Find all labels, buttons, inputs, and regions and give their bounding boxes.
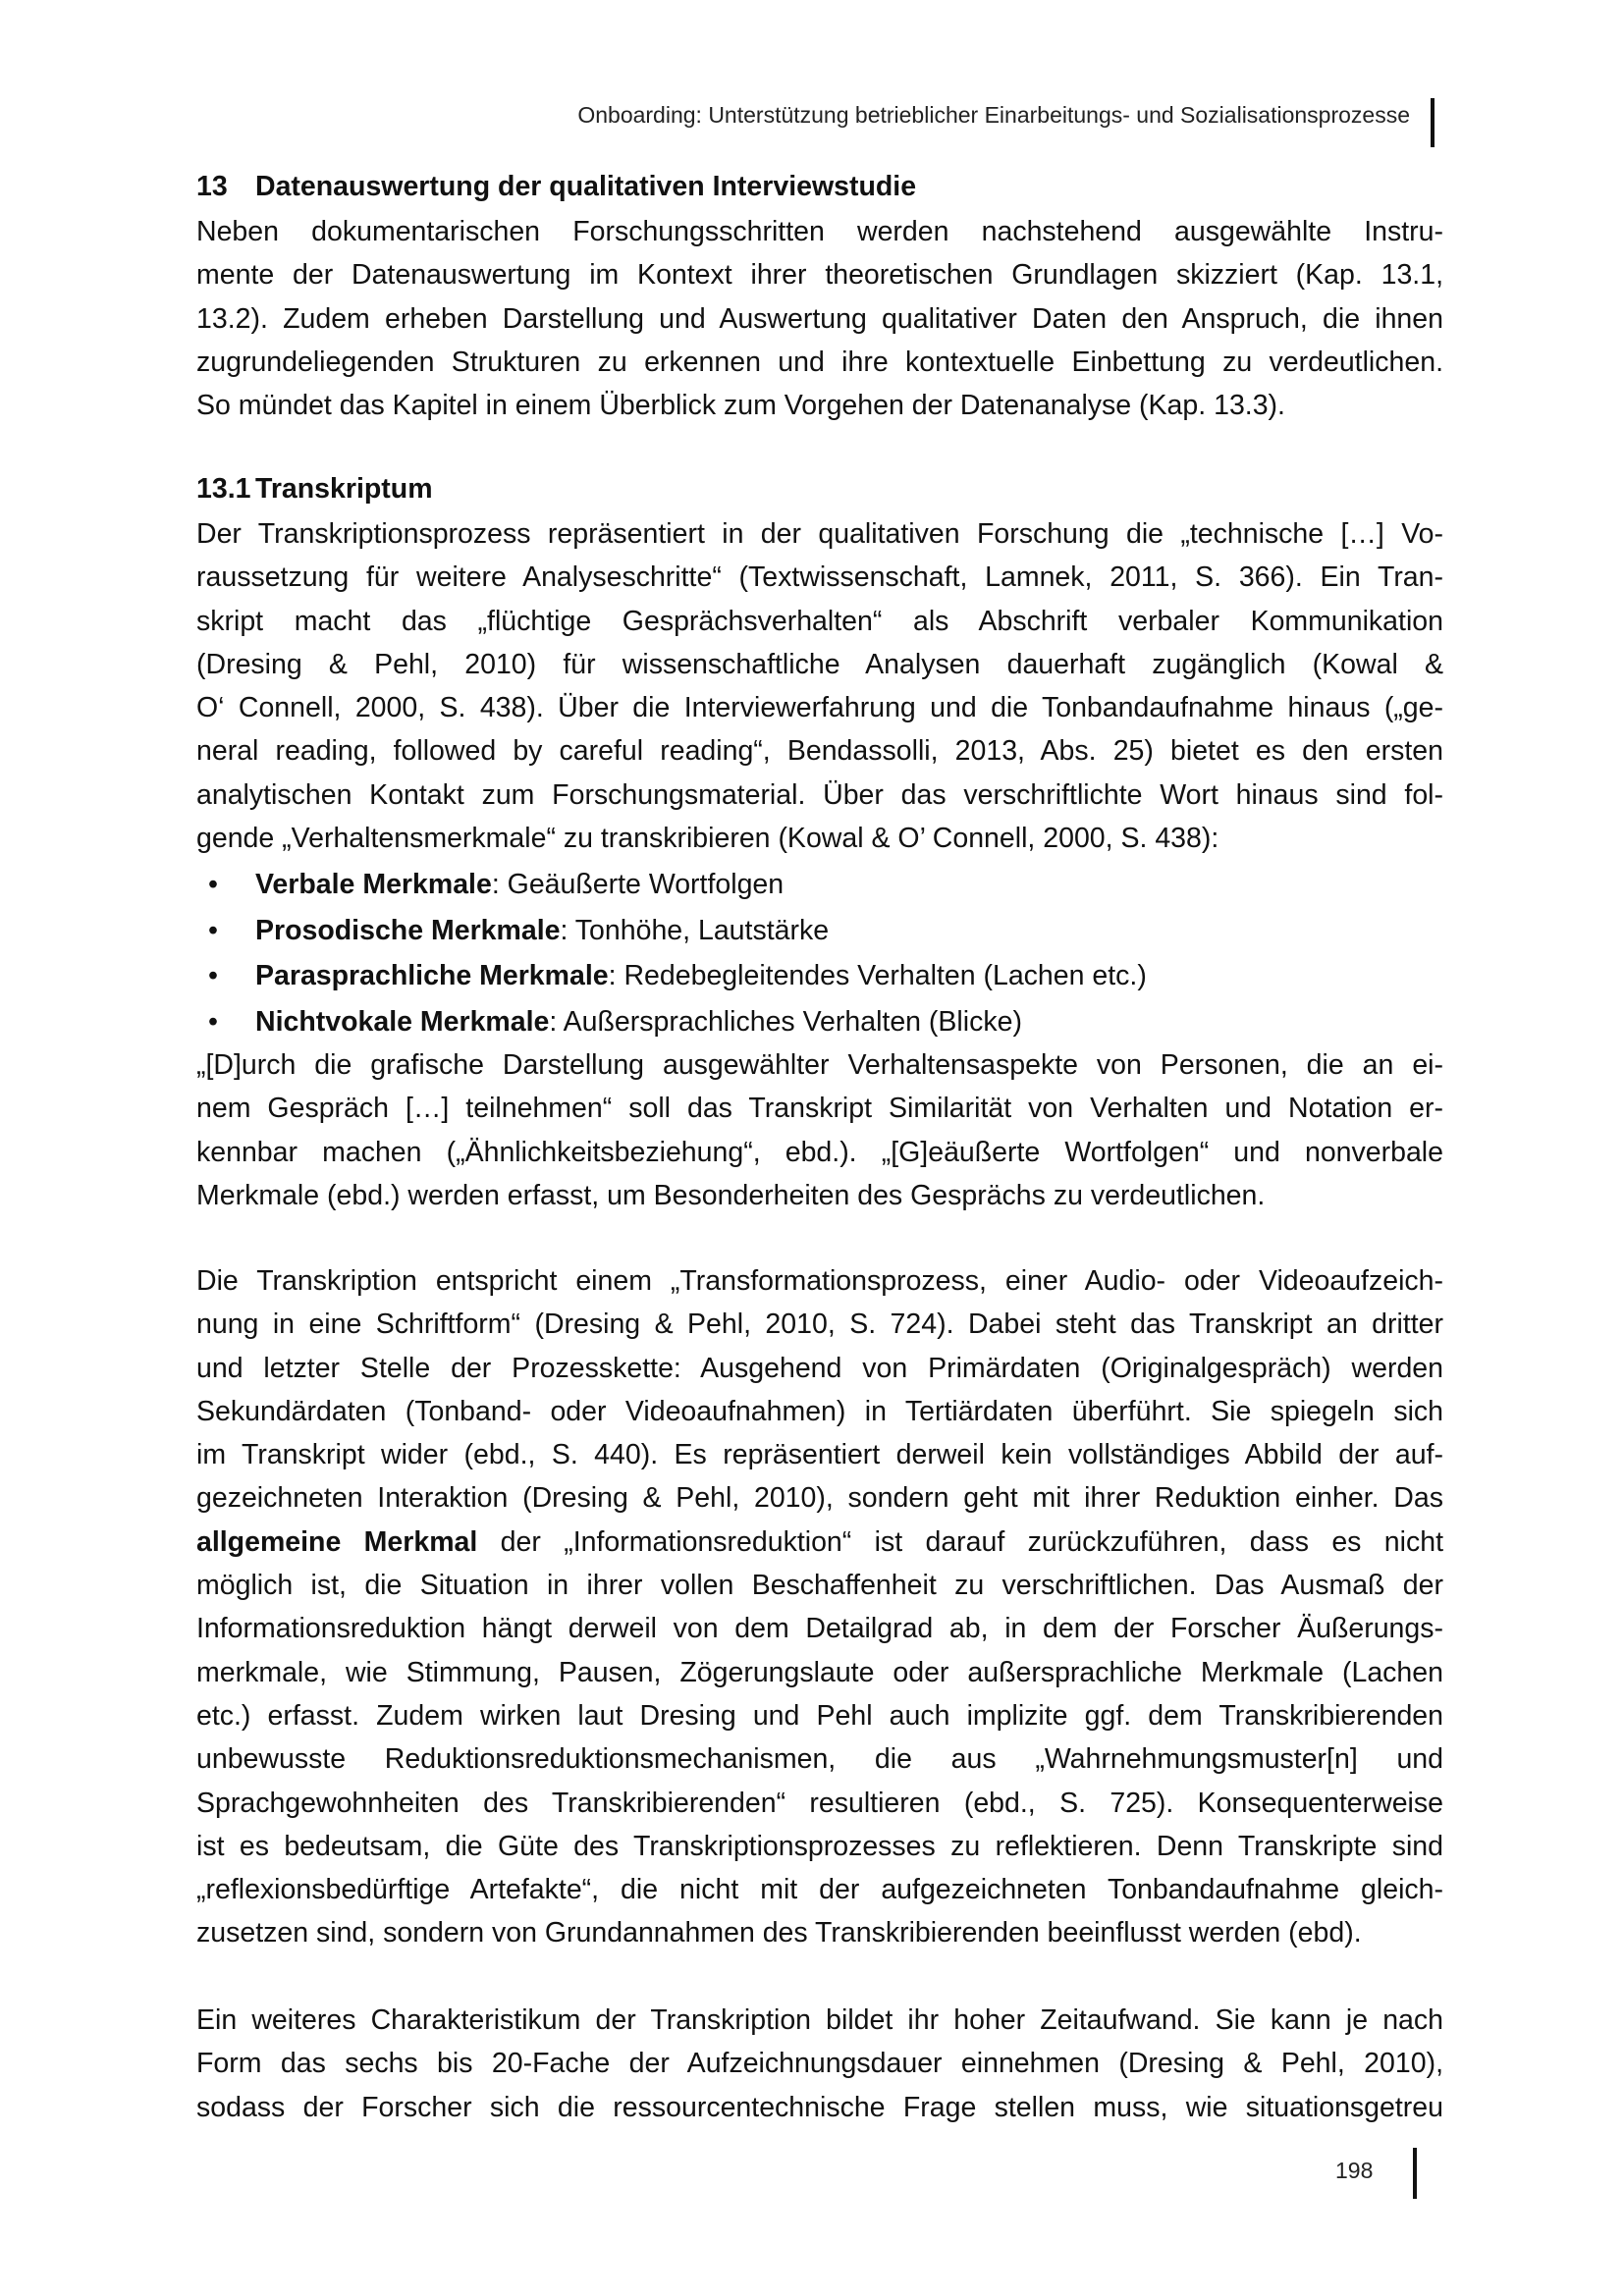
- line-text: zusetzen sind, sondern von Grundannahmen des Transkribierenden beeinflusst werden (ebd).: [196, 1917, 1362, 1949]
- line-text: So mündet das Kapitel in einem Überblick zum Vorgehen der Datenanalyse (Kap. 13.3).: [196, 390, 1285, 422]
- text-line: [196, 1564, 1443, 1607]
- bullet-description: : Tonhöhe, Lautstärke: [560, 914, 830, 946]
- text-line: [196, 1521, 1443, 1564]
- line-text: der „Informationsreduktion“ ist darauf zurückzuführen, dass es nicht: [477, 1525, 1443, 1558]
- text-line: [196, 1347, 1443, 1390]
- text-line: [196, 341, 1443, 384]
- bullet-term: Nichtvokale Merkmale: [255, 1005, 550, 1038]
- line-text: und letzter Stelle der Prozesskette: Ausgehend von Primärdaten (Originalgespräch) werden: [196, 1352, 1443, 1384]
- bullet-item: [196, 953, 1443, 999]
- line-text: mente der Datenauswertung im Kontext ihrer theoretischen Grundlagen skizziert (Kap. 13.1,: [196, 259, 1443, 292]
- text-line: [196, 1607, 1443, 1650]
- header-rule: [1431, 98, 1435, 147]
- text-line: [196, 1999, 1443, 2042]
- line-text: neral reading, followed by careful reading“, Bendassolli, 2013, Abs. 25) bietet es den ersten: [196, 735, 1443, 768]
- line-text: ist es bedeutsam, die Güte des Transkriptionsprozesses zu reflektieren. Denn Transkripte sind: [196, 1830, 1443, 1862]
- text-line: [196, 1694, 1443, 1737]
- line-text: „reflexionsbedürftige Artefakte“, die nicht mit der aufgezeichneten Tonbandaufnahme gleich-: [196, 1874, 1443, 1906]
- bullet-item: [196, 862, 1443, 908]
- line-text: 13.2). Zudem erheben Darstellung und Auswertung qualitativer Daten den Anspruch, die ihnen: [196, 302, 1443, 335]
- text-line: [196, 1825, 1443, 1868]
- line-text: zugrundeliegenden Strukturen zu erkennen und ihre kontextuelle Einbettung zu verdeutlichen.: [196, 346, 1443, 378]
- text-line: [196, 1737, 1443, 1781]
- line-text: etc.) erfasst. Zudem wirken laut Dresing und Pehl auch implizite ggf. dem Transkribierenden: [196, 1699, 1443, 1732]
- running-header: Onboarding: Unterstützung betrieblicher Einarbeitungs- und Sozialisationsprozesse: [577, 102, 1410, 128]
- line-text: Sekundärdaten (Tonband- oder Videoaufnahmen) in Tertiärdaten überführt. Sie spiegeln sich: [196, 1395, 1443, 1427]
- bullet-item: [196, 908, 1443, 954]
- text-line: [196, 512, 1443, 556]
- text-line: [196, 210, 1443, 253]
- line-text: Sprachgewohnheiten des Transkribierenden“ resultieren (ebd., S. 725). Konsequenterweise: [196, 1787, 1443, 1819]
- text-line: [196, 643, 1443, 686]
- text-line: [196, 1782, 1443, 1825]
- text-line: [196, 253, 1443, 296]
- bullet-description: : Geäußerte Wortfolgen: [491, 869, 785, 900]
- bold-term: allgemeine Merkmal: [196, 1525, 478, 1558]
- line-text: skript macht das „flüchtige Gesprächsverhalten“ als Abschrift verbaler Kommunikation: [196, 605, 1443, 637]
- text-line: [196, 686, 1443, 729]
- line-text: analytischen Kontakt zum Forschungsmaterial. Über das verschriftlichte Wort hinaus sind fol-: [196, 778, 1443, 811]
- line-text: nung in eine Schriftform“ (Dresing & Pehl, 2010, S. 724). Dabei steht das Transkript an dritter: [196, 1308, 1443, 1341]
- text-line: [196, 1043, 1443, 1087]
- text-line: [196, 1868, 1443, 1911]
- line-text: unbewusste Reduktionsreduktionsmechanismen, die aus „Wahrnehmungsmuster[n] und: [196, 1743, 1443, 1776]
- line-text: Der Transkriptionsprozess repräsentiert in der qualitativen Forschung die „technische […] Vo-: [196, 518, 1443, 550]
- chapter-intro-paragraph: [196, 210, 1443, 427]
- text-line: [196, 1476, 1443, 1520]
- section-heading: [196, 467, 1443, 510]
- line-text: Die Transkription entspricht einem „Transformationsprozess, einer Audio- oder Videoaufzeich-: [196, 1265, 1443, 1297]
- bullet-icon: •: [208, 869, 218, 900]
- chapter-title: Datenauswertung der qualitativen Interviewstudie: [255, 171, 917, 202]
- text-line: [196, 1131, 1443, 1174]
- line-text: „[D]urch die grafische Darstellung ausgewählter Verhaltensaspekte von Personen, die an ei-: [196, 1049, 1443, 1081]
- bullet-description: : Redebegleitendes Verhalten (Lachen etc.): [608, 960, 1147, 991]
- text-line: [196, 817, 1443, 860]
- bullet-icon: •: [208, 1005, 218, 1038]
- line-text: Informationsreduktion hängt derweil von dem Detailgrad ab, in dem der Forscher Äußerungs-: [196, 1613, 1443, 1645]
- text-line: [196, 774, 1443, 817]
- transcript-paragraph-1: [196, 512, 1443, 860]
- bullet-icon: •: [208, 960, 218, 991]
- text-line: [196, 600, 1443, 643]
- text-line: [196, 1259, 1443, 1303]
- section-number: 13.1: [196, 473, 251, 505]
- chapter-number: 13: [196, 171, 228, 202]
- text-line: [196, 2086, 1443, 2129]
- text-line: [196, 2042, 1443, 2085]
- feature-bullet-list: [196, 862, 1443, 1044]
- chapter-heading: [196, 165, 1443, 208]
- line-text: (Dresing & Pehl, 2010) für wissenschaftliche Analysen dauerhaft zugänglich (Kowal &: [196, 648, 1443, 680]
- line-text: im Transkript wider (ebd., S. 440). Es repräsentiert derweil kein vollständiges Abbild der auf-: [196, 1439, 1443, 1471]
- bullet-description: : Außersprachliches Verhalten (Blicke): [549, 1005, 1022, 1038]
- text-line: [196, 1087, 1443, 1130]
- line-text: nem Gespräch […] teilnehmen“ soll das Transkript Similarität von Verhalten und Notation er-: [196, 1093, 1443, 1125]
- text-line: [196, 297, 1443, 341]
- line-text: raussetzung für weitere Analyseschritte“ (Textwissenschaft, Lamnek, 2011, S. 366). Ein Tran-: [196, 561, 1443, 594]
- footer-rule: [1413, 2148, 1417, 2199]
- section-title: Transkriptum: [255, 473, 433, 505]
- transcript-paragraph-2: [196, 1043, 1443, 1217]
- line-text: gende „Verhaltensmerkmale“ zu transkribieren (Kowal & O’ Connell, 2000, S. 438):: [196, 823, 1219, 855]
- line-text: Ein weiteres Charakteristikum der Transkription bildet ihr hoher Zeitaufwand. Sie kann je nach: [196, 2004, 1443, 2036]
- line-text: sodass der Forscher sich die ressourcentechnische Frage stellen muss, wie situationsgetreu: [196, 2091, 1443, 2123]
- text-line: [196, 384, 1443, 427]
- line-text: kennbar machen („Ähnlichkeitsbeziehung“, ebd.). „[G]eäußerte Wortfolgen“ und nonverbale: [196, 1136, 1443, 1168]
- text-line: [196, 556, 1443, 599]
- line-text: merkmale, wie Stimmung, Pausen, Zögerungslaute oder außersprachliche Merkmale (Lachen: [196, 1656, 1443, 1688]
- line-text: O‘ Connell, 2000, S. 438). Über die Interviewerfahrung und die Tonbandaufnahme hinaus („ge-: [196, 692, 1443, 724]
- page-number: 198: [1335, 2158, 1374, 2183]
- text-line: [196, 1433, 1443, 1476]
- bullet-term: Parasprachliche Merkmale: [255, 960, 609, 991]
- bullet-term: Prosodische Merkmale: [255, 914, 561, 946]
- transcript-paragraph-4: [196, 1999, 1443, 2129]
- line-text: Neben dokumentarischen Forschungsschritten werden nachstehend ausgewählte Instru-: [196, 216, 1443, 247]
- text-line: [196, 729, 1443, 773]
- line-text: gezeichneten Interaktion (Dresing & Pehl, 2010), sondern geht mit ihrer Reduktion einher. Das: [196, 1482, 1443, 1515]
- text-line: [196, 1911, 1443, 1954]
- text-line: [196, 1303, 1443, 1346]
- text-line: [196, 1390, 1443, 1433]
- line-text: Form das sechs bis 20-Fache der Aufzeichnungsdauer einnehmen (Dresing & Pehl, 2010),: [196, 2048, 1443, 2080]
- line-text: möglich ist, die Situation in ihrer vollen Beschaffenheit zu verschriftlichen. Das Ausmaß der: [196, 1570, 1443, 1602]
- text-line: [196, 1174, 1443, 1217]
- transcript-paragraph-3: [196, 1259, 1443, 1955]
- line-text: Merkmale (ebd.) werden erfasst, um Besonderheiten des Gesprächs zu verdeutlichen.: [196, 1179, 1266, 1211]
- bullet-icon: •: [208, 914, 218, 946]
- bullet-item: [196, 999, 1443, 1045]
- bullet-term: Verbale Merkmale: [255, 869, 492, 900]
- text-line: [196, 1651, 1443, 1694]
